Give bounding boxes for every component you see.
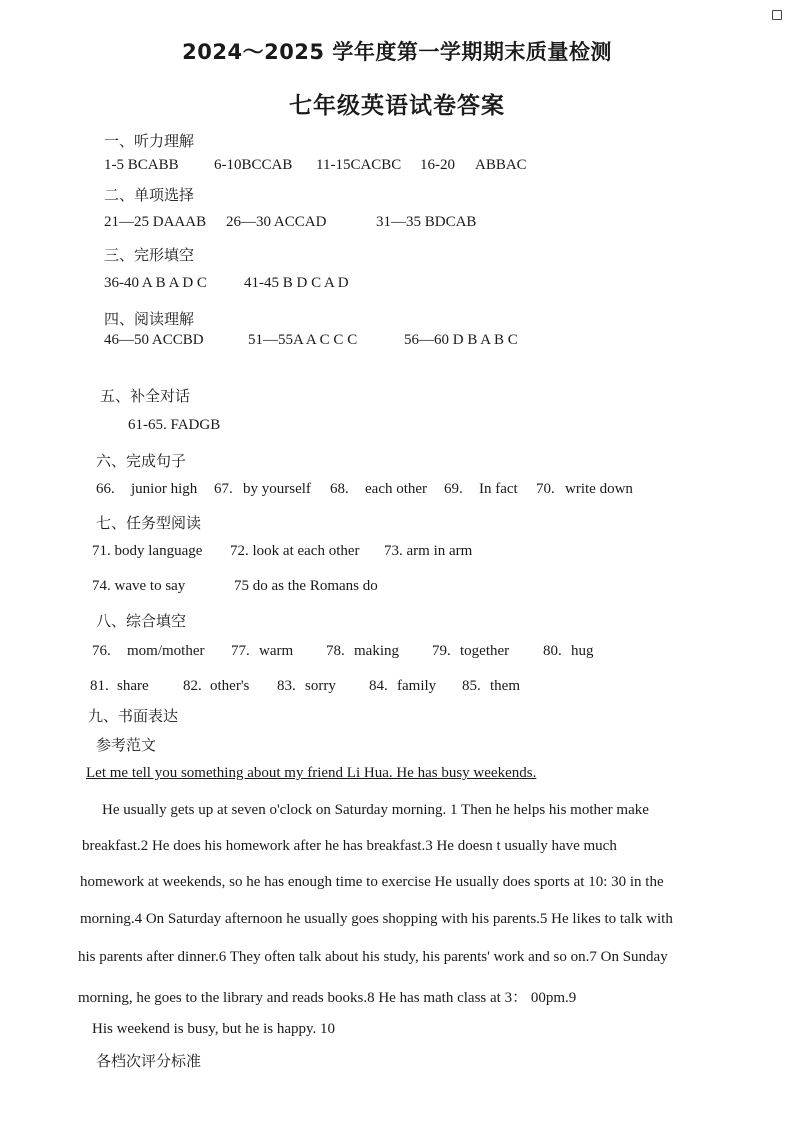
- answer-number: 83.: [277, 678, 296, 694]
- answer-group: 71. body language: [92, 543, 203, 559]
- answer-text: making: [354, 643, 399, 659]
- answer-group: 51—55A A C C C: [248, 332, 358, 348]
- page-title: 2024～2025 学年度第一学期期末质量检测: [182, 40, 612, 64]
- essay-line: breakfast.2 He does his homework after he has breakfast.3 He doesn t usually have much: [82, 838, 617, 854]
- section-heading-task-reading: 七、任务型阅读: [96, 514, 202, 532]
- essay-line: morning, he goes to the library and reads books.8 He has math class at 3： 00pm.9: [78, 990, 577, 1006]
- answer-text: by yourself: [243, 481, 311, 497]
- answer-text: mom/mother: [127, 643, 205, 659]
- answer-number: 70.: [536, 481, 555, 497]
- section-heading-listening: 一、听力理解: [104, 132, 195, 150]
- answer-group: 73. arm in arm: [384, 543, 473, 559]
- answer-number: 67.: [214, 481, 233, 497]
- section-heading-cloze: 三、完形填空: [104, 246, 195, 264]
- answer-number: 77.: [231, 643, 250, 659]
- grading-criteria-label: 各档次评分标准: [96, 1052, 202, 1070]
- answer-group: 26—30 ACCAD: [226, 214, 327, 230]
- answer-group: 36-40 A B A D C: [104, 275, 207, 291]
- answer-group: 46—50 ACCBD: [104, 332, 204, 348]
- section-heading-dialogue: 五、补全对话: [100, 387, 191, 405]
- answer-text: sorry: [305, 678, 336, 694]
- section-heading-complete-sentences: 六、完成句子: [96, 452, 187, 470]
- section-heading-single-choice: 二、单项选择: [104, 186, 195, 204]
- answer-group: 16-20: [420, 157, 455, 173]
- page-subtitle: 七年级英语试卷答案: [289, 93, 505, 119]
- answer-group: 11-15CACBC: [316, 157, 402, 173]
- answer-text: share: [117, 678, 149, 694]
- answer-group: 6-10BCCAB: [214, 157, 293, 173]
- answer-group: 1-5 BCABB: [104, 157, 179, 173]
- answer-number: 80.: [543, 643, 562, 659]
- answer-number: 81.: [90, 678, 109, 694]
- answer-group: 21—25 DAAAB: [104, 214, 207, 230]
- answer-number: 84.: [369, 678, 388, 694]
- answer-text: them: [490, 678, 520, 694]
- essay-line: His weekend is busy, but he is happy. 10: [92, 1021, 336, 1037]
- answer-number: 76.: [92, 643, 111, 659]
- answer-number: 79.: [432, 643, 451, 659]
- section-heading-writing: 九、书面表达: [88, 707, 179, 725]
- section-heading-comprehensive-fill: 八、综合填空: [96, 612, 187, 630]
- answer-text: junior high: [131, 481, 198, 497]
- answer-number: 82.: [183, 678, 202, 694]
- answer-text: hug: [571, 643, 594, 659]
- answer-group: 56—60 D B A B C: [404, 332, 518, 348]
- answer-group: 75 do as the Romans do: [234, 578, 378, 594]
- essay-intro: Let me tell you something about my friend Li Hua. He has busy weekends.: [86, 765, 537, 781]
- answer-group: 61-65. FADGB: [128, 417, 221, 433]
- answer-group: ABBAC: [475, 157, 527, 173]
- essay-line: morning.4 On Saturday afternoon he usually goes shopping with his parents.5 He likes to talk with: [80, 911, 673, 927]
- answer-number: 85.: [462, 678, 481, 694]
- answer-text: other's: [210, 678, 250, 694]
- answer-text: warm: [259, 643, 294, 659]
- answer-text: write down: [565, 481, 633, 497]
- answer-number: 68.: [330, 481, 349, 497]
- answer-text: together: [460, 643, 510, 659]
- essay-line: He usually gets up at seven o'clock on Saturday morning. 1 Then he helps his mother make: [102, 802, 649, 818]
- answer-number: 69.: [444, 481, 463, 497]
- corner-mark: [772, 10, 782, 20]
- answer-group: 41-45 B D C A D: [244, 275, 349, 291]
- answer-text: each other: [365, 481, 428, 497]
- answer-number: 78.: [326, 643, 345, 659]
- answer-number: 66.: [96, 481, 115, 497]
- essay-line: his parents after dinner.6 They often talk about his study, his parents' work and so on.7 On Sunday: [78, 949, 668, 965]
- answer-group: 74. wave to say: [92, 578, 186, 594]
- section-heading-reading: 四、阅读理解: [104, 310, 195, 328]
- answer-group: 72. look at each other: [230, 543, 360, 559]
- answer-text: In fact: [479, 481, 518, 497]
- answer-group: 31—35 BDCAB: [376, 214, 477, 230]
- sample-essay-label: 参考范文: [96, 736, 157, 754]
- essay-line: homework at weekends, so he has enough time to exercise He usually does sports at 10: 30 in the: [80, 874, 664, 890]
- answer-text: family: [397, 678, 437, 694]
